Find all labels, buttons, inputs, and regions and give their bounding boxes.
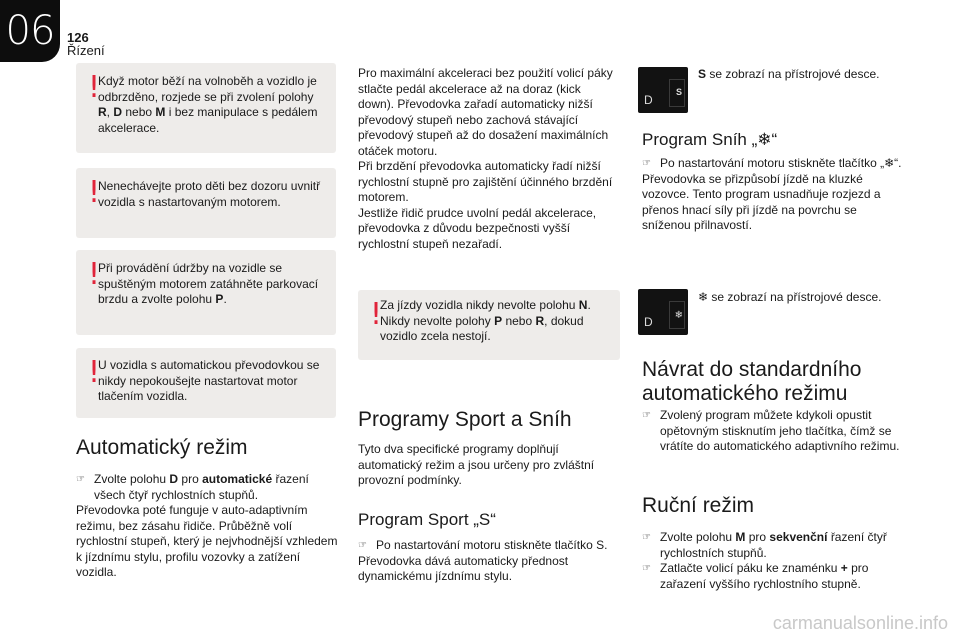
warning-box-push-start — [76, 348, 336, 418]
warning-text-end: . — [223, 292, 227, 306]
paragraph: Převodovka poté funguje v auto-adaptivním režimu, bez zásahu řidiče. Průběžně volí rychlostní stupeň, který je nejvhodnější vzhledem k jízdnímu stylu, profilu vozovky a zatížení vozidla. — [76, 503, 338, 579]
bullet-item — [642, 561, 904, 592]
sport-snow-text: Tyto dva specifické programy doplňují automatický režim a jsou určeny pro zvláštní provozní podmínky. — [358, 442, 595, 487]
dashboard-sport-image — [638, 67, 688, 113]
bullet-item — [358, 538, 620, 554]
pointing-hand-icon: ☞ — [642, 532, 651, 543]
heading-line: Návrat do standardního — [642, 358, 862, 381]
manual-mode-text — [642, 530, 904, 592]
pointing-hand-icon: ☞ — [642, 563, 651, 574]
warning-box-maintenance — [76, 250, 336, 335]
warning-icon: ! — [88, 70, 101, 105]
paragraph: Převodovka se přizpůsobí jízdě na kluzké vozovce. Tento program usnadňuje rozjezd a přenos hnací síly při jízdě na povrchu se sníženou přilnavostí. — [642, 171, 881, 232]
automatic-mode-text — [76, 472, 338, 581]
pointing-hand-icon: ☞ — [358, 540, 367, 551]
snow-display-note: ❄ se zobrazí na přístrojové desce. — [698, 290, 882, 304]
text: řazení všech čtyř rychlostních stupňů. — [94, 472, 309, 502]
gear-r: R — [535, 313, 545, 328]
dashboard-snow-image — [638, 289, 688, 335]
bullet-item — [76, 472, 338, 503]
sport-text — [358, 538, 620, 585]
heading-automatic-mode: Automatický režim — [76, 436, 248, 459]
sep: , — [106, 105, 114, 119]
paragraph: Pro maximální akceleraci bez použití volicí páky stlačte pedál akcelerace až na doraz (kick down). Převodovka zařadí automaticky nižší převodový stupeň nebo zachová stávající převodový stupeň až do dosažení maximálních otáček motoru. — [358, 66, 613, 158]
sport-display-note — [698, 67, 898, 83]
text: Po nastartování motoru stiskněte tlačítko „❄“. — [660, 156, 902, 170]
bullet-item — [642, 408, 904, 455]
gear-p: P — [215, 292, 224, 306]
pointing-hand-icon: ☞ — [642, 158, 651, 169]
gear-d-indicator: D — [644, 315, 653, 329]
warning-text: nebo — [505, 313, 533, 328]
snowflake-icon: ❄ — [674, 310, 683, 321]
bullet-item — [642, 156, 904, 172]
sport-letter: S — [698, 67, 707, 81]
gear-r: R — [98, 105, 107, 119]
warning-icon: ! — [88, 175, 101, 210]
plus-sign: + — [840, 561, 848, 575]
text: Zvolte polohu — [94, 472, 167, 486]
text: pro — [748, 530, 767, 544]
sep: nebo — [122, 105, 156, 119]
pointing-hand-icon: ☞ — [76, 474, 85, 485]
heading-return-auto — [642, 358, 861, 406]
paragraph: Jestliže řidič prudce uvolní pedál akcelerace, převodovka z důvodu bezpečnosti vyšší rychlostní stupeň nezařadí. — [358, 205, 597, 251]
bullet-item — [642, 530, 904, 561]
bold-term: automatické — [202, 472, 273, 486]
heading-snow: Program Sníh „❄“ — [642, 130, 778, 149]
snow-text — [642, 156, 904, 234]
heading-manual-mode: Ruční režim — [642, 494, 755, 517]
text: pro zařazení vyššího rychlostního stupně. — [660, 561, 869, 591]
paragraph: Při brzdění převodovka automaticky řadí nižší rychlostní stupně pro zajištění účinného brzdění motorem. — [358, 159, 613, 204]
page-number: 126 — [67, 30, 89, 45]
warning-text: Když motor běží na volnoběh a vozidlo je odbrzděno, rozjede se při zvolení polohy — [98, 74, 317, 104]
text: řazení čtyř rychlostních stupňů. — [660, 530, 887, 560]
return-auto-text — [642, 408, 904, 455]
warning-text: Nenechávejte proto děti bez dozoru uvnitř vozidla s nastartovaným motorem. — [98, 179, 321, 209]
text: pro — [181, 472, 199, 486]
kickdown-text — [358, 66, 620, 252]
warning-box-neutral — [358, 290, 620, 360]
warning-text-end: i bez manipulace s pedálem akcelerace. — [98, 105, 318, 135]
warning-text: , dokud vozidlo zcela nestojí. — [380, 313, 584, 343]
gear-n: N — [578, 298, 588, 312]
watermark: carmanualsonline.info — [772, 613, 948, 633]
warning-text: . Nikdy nevolte polohy — [380, 298, 591, 328]
gear-d: D — [113, 105, 123, 119]
text: Zatlačte volicí páku ke znaménku — [660, 561, 838, 575]
sport-indicator: S — [675, 87, 682, 97]
heading-sport: Program Sport „S“ — [358, 510, 496, 529]
warning-text: Za jízdy vozidla nikdy nevolte polohu — [380, 298, 576, 312]
warning-icon: ! — [370, 297, 383, 332]
bold-term: sekvenční — [769, 530, 828, 544]
warning-icon: ! — [88, 257, 101, 292]
text: Zvolený program můžete kdykoli opustit opětovným stisknutím jeho tlačítka, čímž se vrátíte do automatického adaptivního režimu. — [660, 408, 900, 453]
warning-icon: ! — [88, 355, 101, 390]
heading-line: automatického režimu — [642, 382, 848, 405]
paragraph: Převodovka dává automaticky přednost dynamickému jízdnímu stylu. — [358, 553, 569, 583]
gear-d: D — [169, 472, 179, 486]
section-name: Řízení — [67, 43, 105, 58]
chapter-tab: 06 — [0, 0, 60, 62]
pointing-hand-icon: ☞ — [642, 410, 651, 421]
warning-box-engine-idle — [76, 63, 336, 153]
warning-text: Při provádění údržby na vozidle se spuštěným motorem zatáhněte parkovací brzdu a zvolte polohu — [98, 261, 319, 306]
text: Po nastartování motoru stiskněte tlačítko S. — [376, 538, 608, 552]
heading-sport-snow: Programy Sport a Sníh — [358, 408, 572, 431]
gear-m: M — [735, 530, 746, 544]
text: se zobrazí na přístrojové desce. — [709, 67, 880, 81]
gear-m: M — [155, 105, 166, 119]
warning-box-children — [76, 168, 336, 238]
text: Zvolte polohu — [660, 530, 733, 544]
warning-text: U vozidla s automatickou převodovkou se nikdy nepokoušejte nastartovat motor tlačením vozidla. — [98, 358, 320, 403]
gear-p: P — [494, 313, 503, 328]
gear-d-indicator: D — [644, 93, 653, 107]
